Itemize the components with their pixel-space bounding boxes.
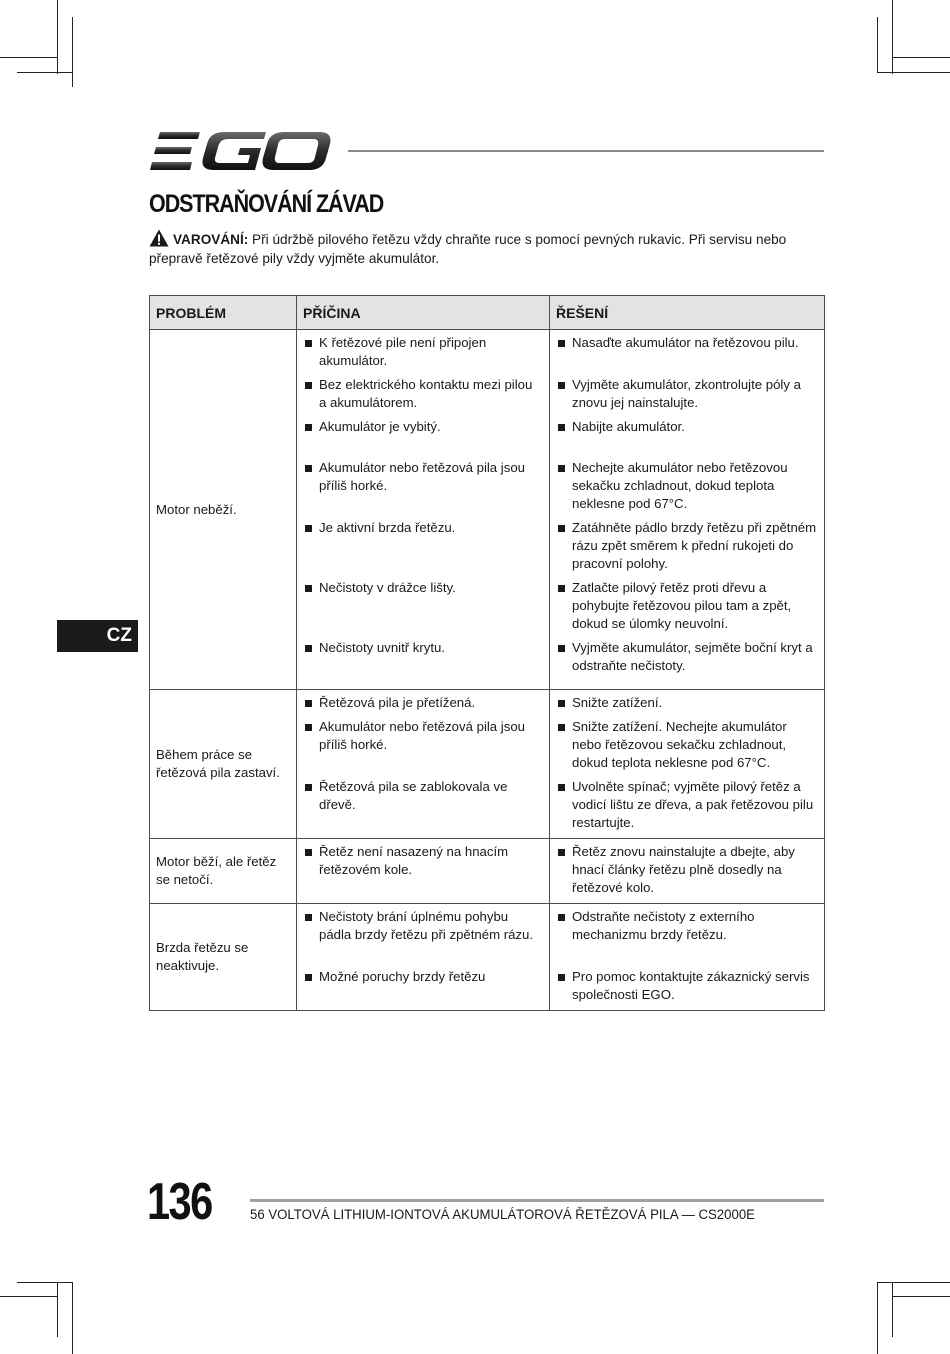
problem-cell: Během práce se řetězová pila zastaví. <box>150 690 297 839</box>
solution-item: Nabijte akumulátor. <box>556 418 818 436</box>
table-row <box>150 839 825 904</box>
solution-item: Vyjměte akumulátor, zkontrolujte póly a znovu jej nainstalujte. <box>556 376 818 412</box>
warning-text: Při údržbě pilového řetězu vždy chraňte ruce s pomocí pevných rukavic. Při servisu nebo přepravě řetězové pily vždy vyjměte akumulátor. <box>149 232 787 266</box>
crop-mark <box>57 0 58 74</box>
cause-item: Nečistoty uvnitř krytu. <box>303 639 543 675</box>
crop-mark <box>877 17 878 73</box>
footer-rule <box>250 1199 824 1202</box>
warning-label: VAROVÁNÍ: <box>173 232 249 247</box>
crop-mark <box>17 72 73 73</box>
problem-cell: Motor běží, ale řetěz se netočí. <box>150 839 297 904</box>
crop-mark <box>0 1296 58 1297</box>
problem-cell: Motor neběží. <box>150 330 297 690</box>
header-cause: PŘÍČINA <box>297 296 550 330</box>
warning-notice <box>149 229 839 268</box>
ego-logo <box>148 130 332 172</box>
cause-item: Nečistoty brání úplnému pohybu pádla brzdy řetězu při zpětném rázu. <box>303 908 543 962</box>
header-problem: PROBLÉM <box>150 296 297 330</box>
table-header-row <box>150 296 825 330</box>
table-row <box>150 690 825 839</box>
language-tab: CZ <box>57 620 138 652</box>
solution-cell <box>550 690 825 839</box>
cause-cell <box>297 330 550 690</box>
problem-cell: Brzda řetězu se neaktivuje. <box>150 904 297 1011</box>
solution-item: Řetěz znovu nainstalujte a dbejte, aby hnací články řetězu plně dosedly na řetězové kolo. <box>556 843 818 897</box>
solution-cell <box>550 904 825 1011</box>
cause-item: Řetězová pila se zablokovala ve dřevě. <box>303 778 543 832</box>
crop-mark <box>892 57 950 58</box>
page-number: 136 <box>147 1173 212 1231</box>
cause-cell <box>297 904 550 1011</box>
solution-item: Snižte zatížení. <box>556 694 818 712</box>
crop-mark <box>892 1282 893 1337</box>
cause-item: Je aktivní brzda řetězu. <box>303 519 543 573</box>
solution-item: Uvolněte spínač; vyjměte pilový řetěz a vodicí lištu ze dřeva, a pak řetězovou pilu restartujte. <box>556 778 818 832</box>
solution-cell <box>550 839 825 904</box>
cause-item: Řetězová pila je přetížená. <box>303 694 543 712</box>
table-row <box>150 330 825 690</box>
solution-item: Odstraňte nečistoty z externího mechanizmu brzdy řetězu. <box>556 908 818 962</box>
cause-cell <box>297 839 550 904</box>
crop-mark <box>892 1296 950 1297</box>
page-title: ODSTRAŇOVÁNÍ ZÁVAD <box>149 190 384 218</box>
troubleshooting-table <box>149 295 825 1011</box>
header-rule <box>348 150 824 152</box>
header-solution: ŘEŠENÍ <box>550 296 825 330</box>
cause-item: Možné poruchy brzdy řetězu <box>303 968 543 1004</box>
solution-item: Pro pomoc kontaktujte zákaznický servis společnosti EGO. <box>556 968 818 1004</box>
footer-title: 56 VOLTOVÁ LITHIUM-IONTOVÁ AKUMULÁTOROVÁ ŘETĚZOVÁ PILA — CS2000E <box>250 1207 755 1223</box>
cause-item: Bez elektrického kontaktu mezi pilou a akumulátorem. <box>303 376 543 412</box>
solution-item: Vyjměte akumulátor, sejměte boční kryt a odstraňte nečistoty. <box>556 639 818 675</box>
crop-mark <box>72 1282 73 1354</box>
cause-item: K řetězové pile není připojen akumulátor. <box>303 334 543 370</box>
crop-mark <box>877 72 950 73</box>
crop-mark <box>877 1282 950 1283</box>
cause-item: Akumulátor nebo řetězová pila jsou příliš horké. <box>303 718 543 772</box>
solution-item: Zatáhněte pádlo brzdy řetězu při zpětném rázu zpět směrem k přední rukojeti do pracovní polohy. <box>556 519 818 573</box>
crop-mark <box>877 1282 878 1354</box>
cause-item: Akumulátor je vybitý. <box>303 418 543 436</box>
crop-mark <box>72 17 73 87</box>
crop-mark <box>892 0 893 74</box>
cause-item: Řetěz není nasazený na hnacím řetězovém kole. <box>303 843 543 879</box>
table-row <box>150 904 825 1011</box>
crop-mark <box>17 1282 73 1283</box>
solution-item: Zatlačte pilový řetěz proti dřevu a pohybujte řetězovou pilou tam a zpět, dokud se úlomky neuvolní. <box>556 579 818 633</box>
solution-item: Snižte zatížení. Nechejte akumulátor nebo řetězovou sekačku zchladnout, dokud teplota neklesne pod 67°C. <box>556 718 818 772</box>
solution-item: Nasaďte akumulátor na řetězovou pilu. <box>556 334 818 370</box>
solution-cell <box>550 330 825 690</box>
cause-item: Akumulátor nebo řetězová pila jsou příliš horké. <box>303 459 543 513</box>
warning-triangle-icon <box>149 229 169 247</box>
crop-mark <box>57 1282 58 1337</box>
cause-cell <box>297 690 550 839</box>
solution-item: Nechejte akumulátor nebo řetězovou sekačku zchladnout, dokud teplota neklesne pod 67°C. <box>556 459 818 513</box>
crop-mark <box>0 57 58 58</box>
cause-item: Nečistoty v drážce lišty. <box>303 579 543 633</box>
